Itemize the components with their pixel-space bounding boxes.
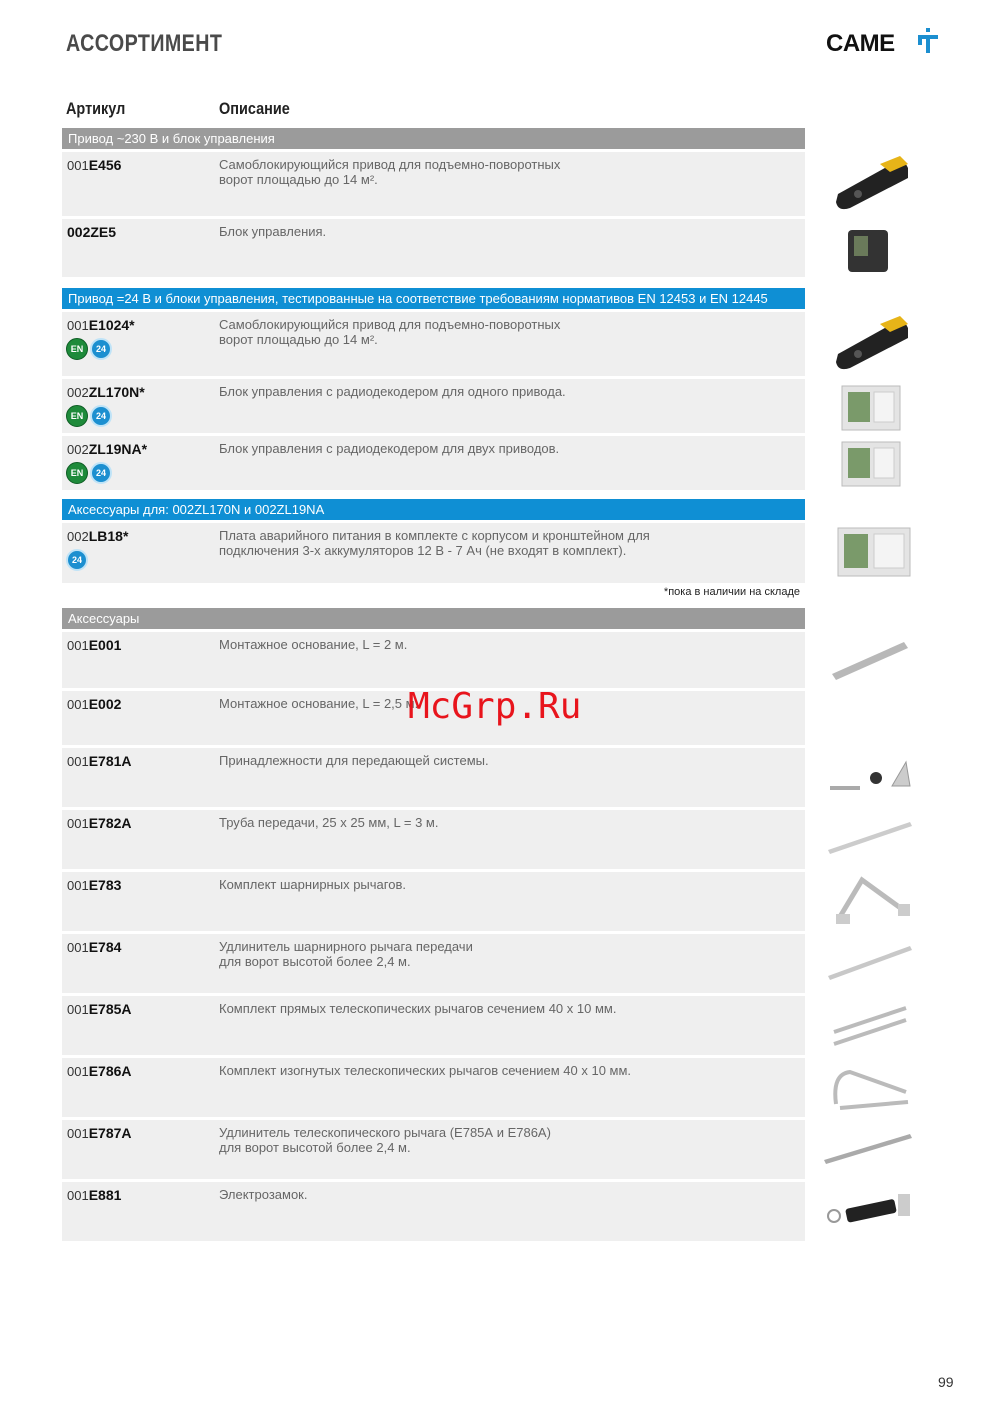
article-code: 001E781A <box>67 753 132 769</box>
24v-badge-icon: 24 <box>90 405 112 427</box>
product-image-lb18 <box>834 524 914 580</box>
table-row <box>62 520 805 583</box>
section-header: Привод ~230 В и блок управления <box>62 128 805 149</box>
description: Блок управления с радиодекодером для двух приводов. <box>219 441 560 456</box>
came-logo-icon <box>916 28 940 56</box>
article-code: 002ZL19NA* <box>67 441 148 457</box>
24v-badge-icon: 24 <box>66 549 88 571</box>
article-code: 002ZE5 <box>67 224 117 240</box>
column-header-article: Артикул <box>66 99 126 118</box>
watermark: McGrp.Ru <box>408 686 582 727</box>
description: Блок управления. <box>219 224 327 239</box>
product-image-e781a <box>826 756 914 798</box>
24v-badge-icon: 24 <box>90 462 112 484</box>
product-image-e786a <box>826 1064 914 1116</box>
table-row <box>62 993 805 1055</box>
section-accessories-zl <box>62 499 805 583</box>
section-header: Привод =24 В и блоки управления, тестированные на соответствие требованиям нормативов EN 12453 и EN 12445 <box>62 288 805 309</box>
description: Удлинитель телескопического рычага (Е785А и Е786А) для ворот высотой более 2,4 м. <box>219 1125 551 1155</box>
column-header-description: Описание <box>219 99 290 118</box>
table-row <box>62 629 805 688</box>
en-tested-badge-icon: EN <box>66 405 88 427</box>
came-logo-text: CAME <box>826 30 895 57</box>
24v-badge-icon: 24 <box>90 338 112 360</box>
description: Комплект шарнирных рычагов. <box>219 877 406 892</box>
description: Монтажное основание, L = 2 м. <box>219 637 408 652</box>
stock-note: *пока в наличии на складе <box>663 586 800 598</box>
description: Блок управления с радиодекодером для одного привода. <box>219 384 566 399</box>
description: Плата аварийного питания в комплекте с корпусом и кронштейном для подключения 3-х аккумуляторов 12 В - 7 Ач (не входят в комплект). <box>219 528 650 558</box>
table-row <box>62 216 805 277</box>
table-row <box>62 376 805 433</box>
description: Принадлежности для передающей системы. <box>219 753 489 768</box>
product-image-e785a <box>828 1002 912 1054</box>
section-header: Аксессуары для: 002ZL170N и 002ZL19NA <box>62 499 805 520</box>
en-tested-badge-icon: EN <box>66 462 88 484</box>
table-row <box>62 745 805 807</box>
table-row <box>62 931 805 993</box>
product-image-e456 <box>830 150 912 216</box>
article-code: 001E1024* <box>67 317 135 333</box>
table-row <box>62 1179 805 1241</box>
table-row <box>62 149 805 216</box>
description: Самоблокирующийся привод для подъемно-поворотных ворот площадью до 14 м². <box>219 317 561 347</box>
article-code: 002LB18* <box>67 528 129 544</box>
article-code: 002ZL170N* <box>67 384 145 400</box>
section-24v-drive <box>62 288 805 490</box>
product-image-e784 <box>824 940 916 984</box>
product-image-ze5 <box>842 226 896 276</box>
table-row <box>62 869 805 931</box>
article-code: 001E783 <box>67 877 122 893</box>
article-code: 001E001 <box>67 637 122 653</box>
product-image-zl19na <box>838 438 904 490</box>
article-code: 001E787A <box>67 1125 132 1141</box>
description: Электрозамок. <box>219 1187 308 1202</box>
section-header: Аксессуары <box>62 608 805 629</box>
certification-badges <box>66 405 112 427</box>
description: Комплект прямых телескопических рычагов сечением 40 х 10 мм. <box>219 1001 617 1016</box>
en-tested-badge-icon: EN <box>66 338 88 360</box>
product-image-e787a <box>820 1130 916 1170</box>
product-image-e001 <box>828 636 912 684</box>
article-code: 001E881 <box>67 1187 122 1203</box>
description: Удлинитель шарнирного рычага передачи для ворот высотой более 2,4 м. <box>219 939 473 969</box>
article-code: 001E002 <box>67 696 122 712</box>
article-code: 001E782A <box>67 815 132 831</box>
article-code: 001E784 <box>67 939 122 955</box>
description: Труба передачи, 25 х 25 мм, L = 3 м. <box>219 815 439 830</box>
product-image-e1024 <box>830 310 912 376</box>
table-row <box>62 309 805 376</box>
description: Монтажное основание, L = 2,5 м. <box>219 696 419 711</box>
table-row <box>62 1055 805 1117</box>
description: Комплект изогнутых телескопических рычагов сечением 40 х 10 мм. <box>219 1063 632 1078</box>
article-code: 001E786A <box>67 1063 132 1079</box>
page-number: 99 <box>938 1374 954 1390</box>
certification-badges <box>66 338 112 360</box>
table-row <box>62 433 805 490</box>
article-code: 001E785A <box>67 1001 132 1017</box>
table-row <box>62 1117 805 1179</box>
certification-badges <box>66 462 112 484</box>
article-code: 001E456 <box>67 157 122 173</box>
table-row <box>62 807 805 869</box>
section-230v-drive <box>62 128 805 277</box>
product-image-e783 <box>832 874 912 928</box>
description: Самоблокирующийся привод для подъемно-поворотных ворот площадью до 14 м². <box>219 157 561 187</box>
product-image-e881 <box>824 1186 916 1234</box>
product-image-e782a <box>824 818 916 858</box>
page-title: АССОРТИМЕНТ <box>66 30 223 57</box>
certification-badges <box>66 549 88 571</box>
product-image-zl170n <box>838 382 904 434</box>
